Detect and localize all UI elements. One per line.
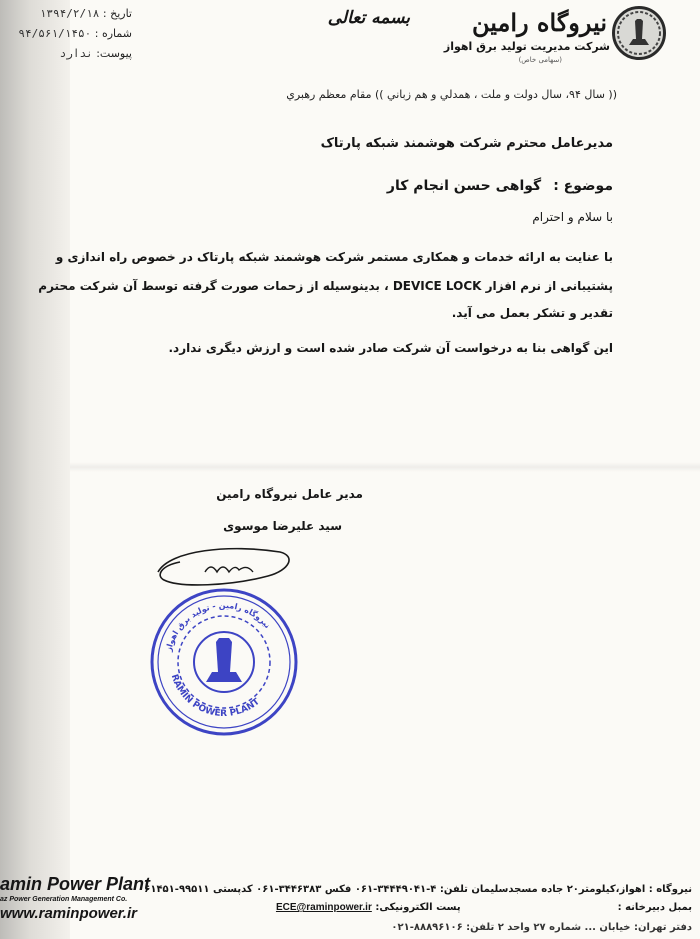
body-line: پشتیبانی از نرم افزار DEVICE LOCK ، بدینوسیله از زحمات صورت گرفته توسط آن شرکت محترم — [38, 279, 613, 293]
date-value: ۱۳۹۴/۲/۱۸ — [39, 7, 100, 20]
office-label: بمبل دبیرخانه : — [617, 902, 692, 913]
letter-meta — [0, 4, 132, 64]
company-note: (سهامی خاص) — [518, 56, 562, 64]
number-label: شماره : — [94, 27, 132, 40]
recipient: مدیرعامل محترم شرکت هوشمند شبکه پارتاک — [320, 136, 613, 151]
stamp-text-en: RAMIN POWER PLANT — [168, 673, 262, 720]
closing-statement: این گواهی بنا به درخواست آن شرکت صادر شده است و ارزش دیگری ندارد. — [168, 341, 613, 355]
date-row — [0, 4, 132, 24]
email-label: پست الکترونیکی: — [375, 902, 461, 913]
stamp-text-fa: نیروگاه رامین - تولید برق اهواز — [164, 600, 273, 653]
company-title: نیروگاه رامین — [471, 8, 607, 37]
number-row — [0, 24, 132, 44]
attachment-label: پیوست: — [96, 47, 132, 60]
footer-email: ECE@raminpower.ir — [275, 902, 372, 913]
subject-label: موضوع : — [553, 178, 613, 194]
company-subtitle: شرکت مدیریت تولید برق اهواز — [443, 40, 610, 53]
subject-text: گواهی حسن انجام کار — [386, 178, 542, 194]
number-value: ۹۴/۵۶۱/۱۴۵۰ — [18, 27, 92, 40]
scan-shadow — [0, 0, 70, 939]
footer-logo-title: amin Power Plant — [0, 874, 151, 894]
footer-address-tehran: دفتر تهران: خیابان ... شماره ۲۷ واحد ۲ تلفن: ۸۸۸۹۶۱۰۶-۰۲۱ — [391, 922, 692, 933]
paper-fold — [70, 462, 700, 472]
footer-contact-row — [276, 902, 692, 913]
official-stamp — [146, 584, 302, 740]
footer-logo-subtitle: az Power Generation Management Co. — [0, 896, 128, 903]
attachment-value: ندارد — [59, 47, 93, 60]
subject-line — [387, 178, 613, 194]
date-label: تاریخ : — [102, 7, 132, 20]
footer-website: www.raminpower.ir — [0, 905, 137, 922]
greeting: با سلام و احترام — [532, 210, 613, 224]
basmala: بسمه تعالی — [327, 8, 410, 28]
slogan: (( سال ۹۴، سال دولت و ملت ، همدلي و هم زباني )) مقام معظم رهبري — [286, 88, 617, 101]
footer-address: نیروگاه : اهواز،کیلومتر۲۰ جاده مسجدسلیمان تلفن: ۴-۳۴۴۴۹۰۴۱-۰۶۱ فکس ۳۴۴۶۳۸۳-۰۶۱ کدپستی ۹۹۵۱۱-۶۱۴۵۱ — [144, 884, 692, 895]
body-line: تقدیر و تشکر بعمل می آید. — [451, 306, 613, 320]
attachment-row — [0, 44, 132, 64]
signatory-title: مدیر عامل نیروگاه رامین — [216, 487, 363, 501]
body-line: با عنایت به ارائه خدمات و همکاری مستمر شرکت هوشمند شبکه پارتاک در خصوص راه اندازی و — [55, 250, 613, 264]
signatory-name: سید علیرضا موسوی — [223, 519, 342, 533]
company-logo-icon — [612, 6, 666, 60]
